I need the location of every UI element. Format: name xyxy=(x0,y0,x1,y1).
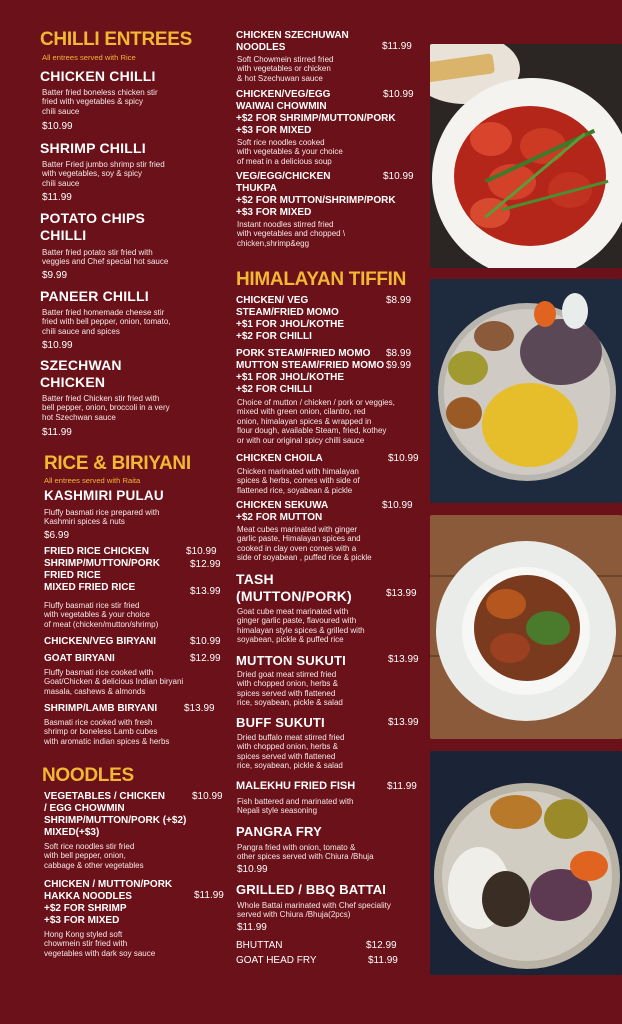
item-name: GOAT BIRYANI xyxy=(44,653,115,664)
item-description: Dried goat meat stirred fried with chopped onion, herbs & spices served with flattened rice, soyabean, pickle & salad xyxy=(237,670,343,708)
item-description: Fluffy basmati rice cooked with Goat/Chicken & delicious Indian biryani masala, cashews & almonds xyxy=(44,668,184,696)
item-price: $10.99 xyxy=(388,453,419,464)
item-price: $10.99 xyxy=(42,121,73,132)
item-name: GRILLED / BBQ BATTAI xyxy=(236,882,387,897)
item-name: PORK STEAM/FRIED MOMO MUTTON STEAM/FRIED MOMO +$1 FOR JHOL/KOTHE +$2 FOR CHILLI xyxy=(236,348,385,395)
item-name: FRIED RICE CHICKEN SHRIMP/MUTTON/PORK FRIED RICE MIXED FRIED RICE xyxy=(44,546,160,593)
item-price: $11.99 xyxy=(237,922,267,933)
item-description: Basmati rice cooked with fresh shrimp or boneless Lamb cubes with aromatic indian spices & herbs xyxy=(44,718,170,746)
item-name: CHICKEN / MUTTON/PORK HAKKA NOODLES +$2 FOR SHRIMP +$3 FOR MIXED xyxy=(44,879,173,926)
item-description: Fluffy basmati rice prepared with Kashmiri spices & nuts xyxy=(44,508,160,527)
item-price: $11.99 xyxy=(368,955,398,966)
item-name: GOAT HEAD FRY xyxy=(236,955,317,966)
item-description: Soft rice noodles stir fried with bell pepper, onion, cabbage & other vegetables xyxy=(44,842,144,870)
item-name: CHICKEN CHILLI xyxy=(40,68,156,84)
item-name: MUTTON SUKUTI xyxy=(236,653,346,668)
chilli-chicken-photo xyxy=(430,44,622,268)
item-name: CHICKEN SZECHUWAN NOODLES xyxy=(236,30,349,53)
item-description: Pangra fried with onion, tomato & other spices served with Chiura /Bhuja xyxy=(237,843,374,862)
item-price: $10.99 xyxy=(382,500,413,511)
item-price: $10.99 xyxy=(237,864,268,875)
item-name: PANGRA FRY xyxy=(236,824,323,839)
item-price: $13.99 xyxy=(190,586,221,597)
item-price: $11.99 xyxy=(387,781,417,792)
item-description: Batter Fried jumbo shrimp stir fried with vegetables, soy & spicy chili sauce xyxy=(42,160,165,188)
item-price: $13.99 xyxy=(388,654,419,665)
item-name: PANEER CHILLI xyxy=(40,288,149,304)
item-price: $10.99 xyxy=(383,89,414,100)
item-price: $10.99 xyxy=(186,546,217,557)
item-price: $13.99 xyxy=(388,717,419,728)
item-description: Soft rice noodles cooked with vegetables & your choice of meat in a delicious soup xyxy=(237,138,343,166)
item-name: TASH (MUTTON/PORK) xyxy=(236,571,352,604)
item-price: $12.99 xyxy=(190,559,221,570)
item-price: $10.99 xyxy=(192,791,223,802)
item-name: CHICKEN CHOILA xyxy=(236,453,323,464)
item-name: CHICKEN/VEG/EGG WAIWAI CHOWMIN +$2 FOR SHRIMP/MUTTON/PORK +$3 FOR MIXED xyxy=(236,89,396,136)
item-name: VEGETABLES / CHICKEN / EGG CHOWMIN SHRIMP/MUTTON/PORK (+$2) MIXED(+$3) xyxy=(44,791,187,838)
rice-biriyani-title: RICE & BIRIYANI xyxy=(44,453,191,474)
chilli-entrees-subtitle: All entrees served with Rice xyxy=(42,53,136,62)
item-description: Soft Chowmein stirred fried with vegetables or chicken & hot Szechuwan sauce xyxy=(237,55,334,83)
item-price: $9.99 xyxy=(386,360,412,371)
item-description: Batter fried potato stir fried with veggies and Chef special hot sauce xyxy=(42,248,169,267)
item-description: Whole Battai marinated with Chef speciality served with Chiura /Bhuja(2pcs) xyxy=(237,901,391,920)
item-price: $10.99 xyxy=(383,171,414,182)
item-description: Meat cubes marinated with ginger garlic paste, Himalayan spices and cooked in clay oven comes with a side of soyabean , puffed rice & pickle xyxy=(237,525,372,563)
item-name: POTATO CHIPS CHILLI xyxy=(40,210,146,243)
sukuti-photo xyxy=(430,515,622,739)
item-description: Batter fried homemade cheese stir fried with bell pepper, onion, tomato, chili sauce and spices xyxy=(42,308,171,336)
item-price: $8.99 xyxy=(386,348,412,359)
item-description: Batter fried boneless chicken stir fried with vegetables & spicy chili sauce xyxy=(42,88,158,116)
item-description: Fluffy basmati rice stir fried with vegetables & your choice of meat (chicken/mutton/shrimp) xyxy=(44,601,159,629)
item-description: Batter fried Chicken stir fried with bell pepper, onion, broccoli in a very hot Szechwan sauce xyxy=(42,394,170,422)
noodles-title: NOODLES xyxy=(42,765,134,786)
thali-photo xyxy=(430,751,622,975)
item-price: $13.99 xyxy=(184,703,215,714)
item-name: MALEKHU FRIED FISH xyxy=(236,780,356,792)
item-description: Fish battered and marinated with Nepali style seasoning xyxy=(237,797,354,816)
item-price: $10.99 xyxy=(42,340,73,351)
item-name: CHICKEN SEKUWA +$2 FOR MUTTON xyxy=(236,500,329,523)
item-price: $6.99 xyxy=(44,530,70,541)
item-price: $11.99 xyxy=(194,890,224,901)
himalayan-tiffin-title: HIMALAYAN TIFFIN xyxy=(236,269,407,290)
item-price: $11.99 xyxy=(42,427,72,438)
item-name: BHUTTAN xyxy=(236,940,283,951)
item-price: $12.99 xyxy=(366,940,397,951)
item-price: $9.99 xyxy=(42,270,68,281)
momo-platter-photo xyxy=(430,279,622,503)
item-price: $11.99 xyxy=(42,192,72,203)
item-description: Instant noodles stirred fried with vegetables and chopped \ chicken,shrimp&egg xyxy=(237,220,346,248)
item-name: BUFF SUKUTI xyxy=(236,715,325,730)
item-name: SZECHWAN CHICKEN xyxy=(40,357,122,390)
item-name: CHICKEN/ VEG STEAM/FRIED MOMO +$1 FOR JHOL/KOTHE +$2 FOR CHILLI xyxy=(236,295,345,342)
chilli-entrees-title: CHILLI ENTREES xyxy=(40,29,193,50)
item-price: $12.99 xyxy=(190,653,221,664)
item-description: Goat cube meat marinated with ginger garlic paste, flavoured with himalayan style spices & grilled with soyabean, pickle & puffed rice xyxy=(237,607,365,645)
item-price: $13.99 xyxy=(386,588,417,599)
item-price: $11.99 xyxy=(382,41,412,52)
item-name: SHRIMP CHILLI xyxy=(40,140,146,156)
item-name: CHICKEN/VEG BIRYANI xyxy=(44,636,157,647)
item-description: Dried buffalo meat stirred fried with chopped onion, herbs & spices served with flattened rice, soyabean, pickle & salad xyxy=(237,733,345,771)
item-price: $8.99 xyxy=(386,295,412,306)
item-description: Hong Kong styled soft chowmein stir fried with vegetables with dark soy sauce xyxy=(44,930,156,958)
item-description: Chicken marinated with himalayan spices & herbs, comes with side of flattened rice, soyabean & pickle xyxy=(237,467,360,495)
item-name: KASHMIRI PULAU xyxy=(44,488,164,503)
item-description: Choice of mutton / chicken / pork or veggies, mixed with green onion, cilantro, red onion, himalayan spices & wrapped in flour dough, available Steam, fried, kothey or with our original spicy chilli sauce xyxy=(237,398,395,445)
item-price: $10.99 xyxy=(190,636,221,647)
item-name: VEG/EGG/CHICKEN THUKPA +$2 FOR MUTTON/SHRIMP/PORK +$3 FOR MIXED xyxy=(236,171,396,218)
item-name: SHRIMP/LAMB BIRYANI xyxy=(44,703,158,714)
rice-biriyani-subtitle: All entrees served with Raita xyxy=(44,476,141,485)
